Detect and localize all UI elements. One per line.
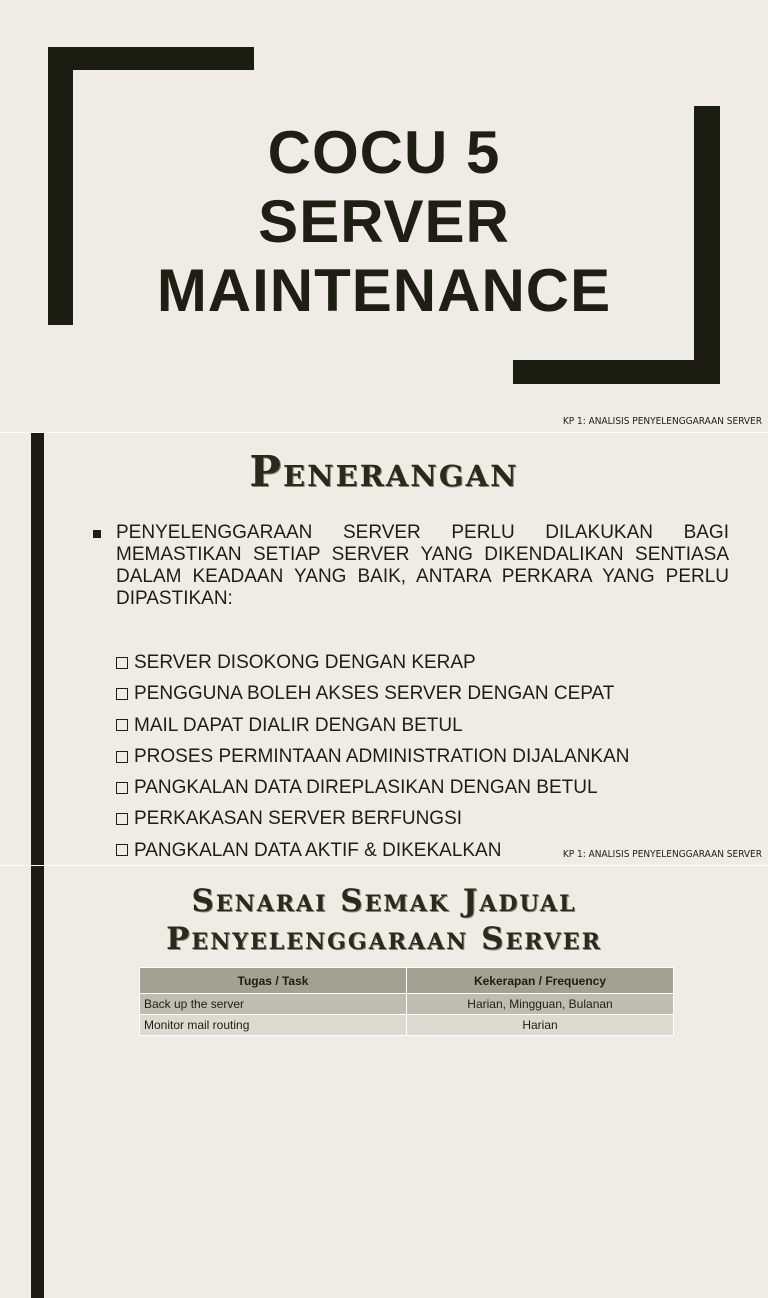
- slide-heading: Penerangan: [249, 447, 519, 496]
- list-item-label: SERVER DISOKONG DENGAN KERAP: [134, 652, 476, 673]
- table-row: [140, 994, 674, 1015]
- table-cell: Harian, Mingguan, Bulanan: [407, 994, 674, 1015]
- slide-title: [0, 0, 768, 432]
- checkbox-icon: [116, 751, 128, 763]
- table-header: Kekerapan / Frequency: [407, 968, 674, 994]
- table-cell: Harian: [407, 1015, 674, 1036]
- checkbox-icon: [116, 844, 128, 856]
- list-item-label: PENGGUNA BOLEH AKSES SERVER DENGAN CEPAT: [134, 683, 615, 705]
- list-item: [116, 772, 629, 803]
- slide-footer: KP 1: ANALISIS PENYELENGGARAAN SERVER: [562, 416, 762, 427]
- list-item: [116, 647, 629, 678]
- corner-bar-bottom: [513, 360, 720, 384]
- checklist: [116, 647, 629, 866]
- list-item-label: PERKAKASAN SERVER BERFUNGSI: [134, 808, 463, 830]
- slide-heading: Senarai Semak Jadual: [191, 883, 577, 919]
- table-cell: Back up the server: [140, 994, 407, 1015]
- table-header: Tugas / Task: [140, 968, 407, 994]
- schedule-table: [139, 967, 674, 1036]
- checkbox-icon: [116, 813, 128, 825]
- list-item: [116, 710, 629, 741]
- accent-bar: [31, 433, 44, 865]
- list-item: [116, 741, 629, 772]
- list-item-label: PANGKALAN DATA DIREPLASIKAN DENGAN BETUL: [134, 777, 598, 799]
- slide-footer: KP 1: ANALISIS PENYELENGGARAAN SERVER: [562, 849, 762, 860]
- list-item-label: PANGKALAN DATA AKTIF & DIKEKALKAN: [134, 839, 502, 861]
- title-line: SERVER: [258, 188, 510, 255]
- slide-senarai-semak: [0, 866, 768, 1032]
- description-paragraph: PENYELENGGARAAN SERVER PERLU DILAKUKAN BAGI MEMASTIKAN SETIAP SERVER YANG DIKENDALIKAN SENTIASA DALAM KEADAAN YANG BAIK, ANTARA PERKARA YANG PERLU DIPASTIKAN:: [116, 522, 729, 609]
- table-cell: Monitor mail routing: [140, 1015, 407, 1036]
- list-item: [116, 835, 629, 866]
- checkbox-icon: [116, 782, 128, 794]
- list-item-label: PROSES PERMINTAAN ADMINISTRATION DIJALANKAN: [134, 745, 630, 767]
- slide-penerangan: [0, 433, 768, 865]
- corner-bar-top: [48, 47, 254, 70]
- title-line: MAINTENANCE: [156, 257, 612, 324]
- slide-title-text: [0, 118, 768, 325]
- checkbox-icon: [116, 688, 128, 700]
- table-row: [140, 1015, 674, 1036]
- checkbox-icon: [116, 657, 128, 669]
- slide-heading: Penyelenggaraan Server: [166, 921, 602, 957]
- checkbox-icon: [116, 719, 128, 731]
- bullet-square-icon: [93, 530, 101, 538]
- list-item-label: MAIL DAPAT DIALIR DENGAN BETUL: [134, 714, 463, 736]
- list-item: [116, 803, 629, 834]
- list-item: [116, 678, 629, 709]
- title-line: COCU 5: [267, 119, 501, 186]
